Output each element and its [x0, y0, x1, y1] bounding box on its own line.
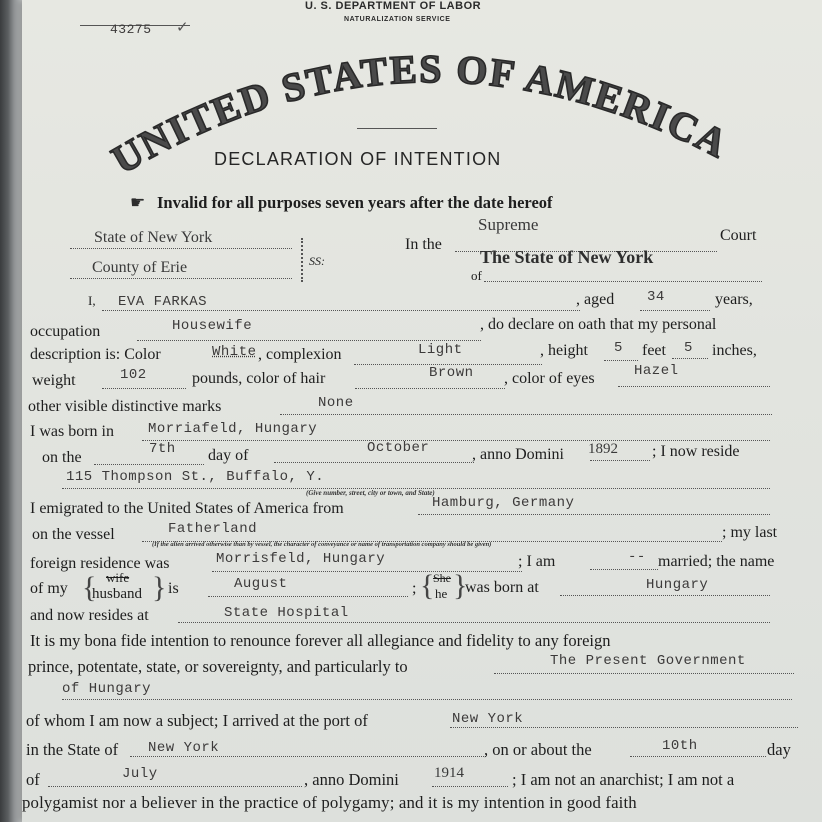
arrival-state: New York — [148, 740, 220, 756]
complexion: Light — [418, 342, 463, 358]
aged-label: , aged — [576, 291, 615, 308]
arrival-year: 1914 — [434, 765, 464, 781]
day-label: day — [767, 740, 791, 759]
birthplace: Morriafeld, Hungary — [148, 421, 318, 437]
anno-label: , anno Domini — [472, 446, 564, 463]
years-label: years, — [715, 291, 753, 308]
vessel: Fatherland — [168, 521, 258, 537]
spouse-brace-close: } — [152, 571, 167, 604]
spouse-residence: State Hospital — [224, 605, 349, 621]
subject-text: of whom I am now a subject; I arrived at the port of — [26, 711, 368, 730]
birth-month: October — [367, 440, 430, 456]
service-heading: NATURALIZATION SERVICE — [344, 16, 451, 23]
height-label: , height — [540, 342, 588, 359]
height-feet: 5 — [614, 340, 623, 356]
is-label: is — [168, 580, 179, 597]
on-or-about-label: , on or about the — [484, 740, 592, 759]
title-rule — [357, 128, 437, 129]
occupation: Housewife — [172, 318, 253, 334]
birth-day: 7th — [149, 441, 176, 457]
ss-label: SS: — [309, 254, 325, 268]
department-heading: U. S. DEPARTMENT OF LABOR — [305, 0, 482, 12]
semicolon: ; — [412, 580, 417, 597]
color: White — [212, 344, 257, 360]
of-my-label: of my — [30, 580, 68, 597]
validity-notice: Invalid for all purposes seven years after the date hereof — [157, 193, 553, 212]
feet-label: feet — [642, 342, 666, 359]
county-value: County of Erie — [92, 259, 188, 276]
age: 34 — [647, 289, 665, 305]
pointing-hand-icon: ☛ — [130, 193, 146, 212]
he-label: he — [435, 586, 448, 601]
prince-text: prince, potentate, state, or sovereignty, and particularly to — [28, 657, 408, 676]
she-label: She — [433, 571, 451, 585]
i-label: I, — [88, 293, 96, 308]
residence: 115 Thompson St., Buffalo, Y. — [66, 469, 325, 485]
vessel-caption: (If the alien arrived otherwise than by vessel, the character of conveyance or name of transportation company should be given) — [152, 541, 492, 548]
anno-domini-label: , anno Domini — [304, 770, 399, 789]
height-inches: 5 — [684, 340, 693, 356]
i-am-label: ; I am — [518, 553, 556, 570]
born-label: I was born in — [30, 423, 114, 440]
wife-label: wife — [106, 570, 130, 585]
birth-year: 1892 — [588, 441, 618, 457]
intention-text: It is my bona fide intention to renounce forever all allegiance and fidelity to any foreign — [30, 631, 611, 650]
polygamist-text: polygamist nor a believer in the practice of polygamy; and it is my intention in good faith — [22, 793, 637, 812]
arched-title — [22, 0, 822, 200]
husband-label: husband — [92, 586, 142, 602]
married-label: married; the name — [658, 553, 775, 570]
court-value: Supreme — [478, 215, 539, 234]
day-of-label: day of — [208, 447, 249, 464]
spouse-birthplace: Hungary — [646, 577, 709, 593]
port-from: Hamburg, Germany — [432, 495, 575, 511]
marks: None — [318, 395, 354, 411]
state-of-label: in the State of — [26, 740, 119, 759]
eyes-label: , color of eyes — [504, 370, 595, 387]
complexion-label: , complexion — [258, 346, 342, 363]
form-title: DECLARATION OF INTENTION — [214, 149, 502, 169]
was-born-label: was born at — [465, 579, 539, 596]
sovereign: The Present Government — [550, 653, 746, 669]
foreign-residence: Morrisfeld, Hungary — [216, 551, 386, 567]
arrival-port: New York — [452, 711, 524, 727]
declare-text: , do declare on oath that my personal — [480, 316, 717, 333]
weight: 102 — [120, 367, 147, 383]
occupation-label: occupation — [30, 323, 101, 340]
pronoun-brace-open: { — [420, 569, 435, 602]
married-status: -- — [628, 549, 646, 565]
declaration-document — [22, 0, 822, 822]
marks-label: other visible distinctive marks — [28, 398, 222, 415]
of-month-label: of — [26, 770, 40, 789]
court-label: Court — [720, 227, 757, 244]
emigrated-label: I emigrated to the United States of America from — [30, 500, 344, 517]
now-resides-label: and now resides at — [30, 607, 149, 624]
serial-number: 43275 — [110, 22, 152, 37]
vessel-label: on the vessel — [32, 526, 115, 543]
in-the-label: In the — [405, 236, 442, 253]
court-of-value: The State of New York — [480, 247, 654, 267]
foreign-residence-label: foreign residence was — [30, 555, 170, 572]
reside-label: ; I now reside — [652, 443, 740, 460]
my-last-label: ; my last — [722, 524, 778, 541]
pronoun-brace-close: } — [453, 569, 468, 602]
pounds-label: pounds, color of hair — [192, 370, 326, 387]
check-mark-icon: ✓ — [176, 20, 189, 36]
residence-caption: (Give number, street, city or town, and State) — [306, 489, 435, 497]
description-label: description is: Color — [30, 346, 161, 363]
eyes: Hazel — [634, 363, 679, 379]
state-value: State of New York — [94, 229, 213, 246]
on-the-label: on the — [42, 449, 82, 466]
spouse-brace-open: { — [82, 571, 97, 604]
venue-brace — [301, 238, 303, 282]
arrival-day: 10th — [662, 738, 698, 754]
sovereign-continued: of Hungary — [62, 681, 152, 697]
weight-label: weight — [32, 372, 76, 389]
arrival-month: July — [122, 766, 158, 782]
arched-title-path: UNITED STATES OF AMERICA — [104, 46, 737, 183]
spouse-name: August — [234, 576, 288, 592]
of-label: of — [471, 268, 482, 283]
declarant-name: EVA FARKAS — [118, 294, 208, 310]
inches-label: inches, — [712, 342, 757, 359]
hair: Brown — [429, 365, 474, 381]
anarchist-text: ; I am not an anarchist; I am not a — [512, 770, 735, 789]
